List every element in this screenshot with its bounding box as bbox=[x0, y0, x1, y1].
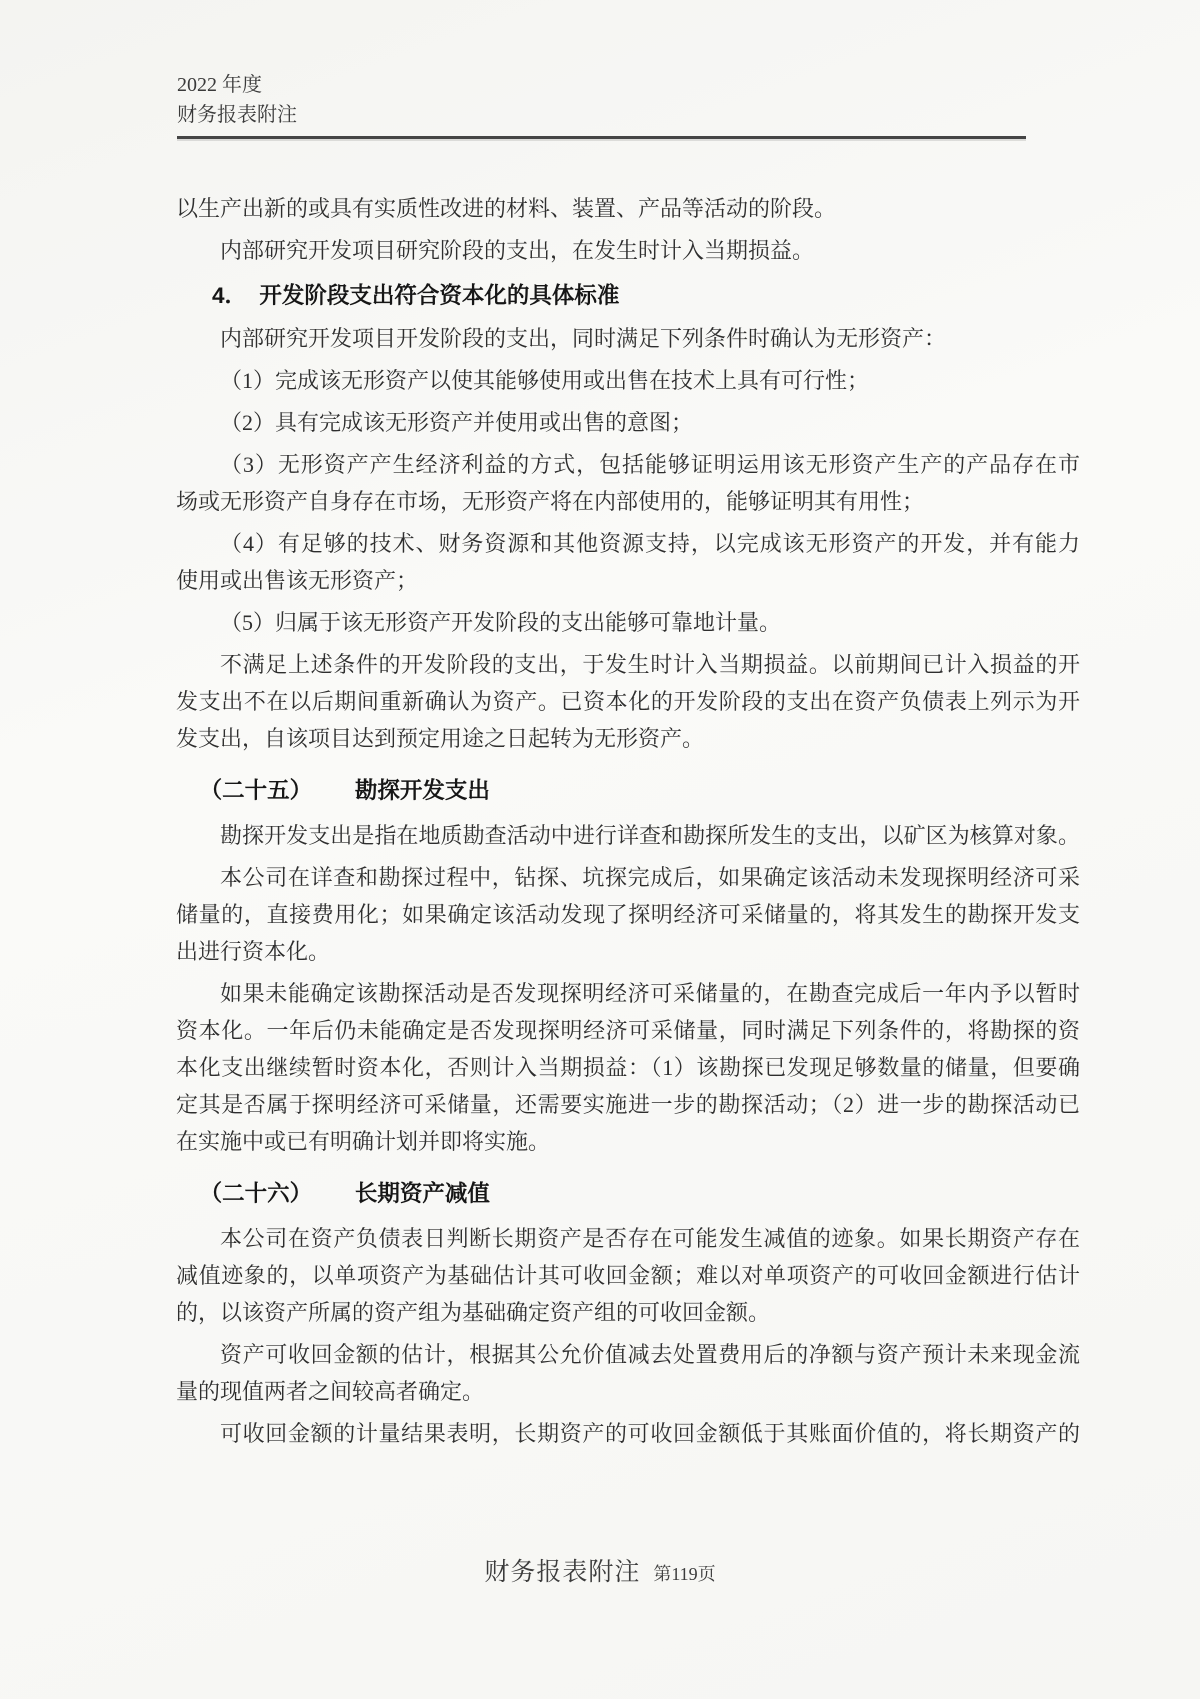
text-line: 减值迹象的，以单项资产为基础估计其可收回金额；难以对单项资产的可收回金额进行估计 bbox=[176, 1263, 1080, 1288]
section-title: 长期资产减值 bbox=[354, 1181, 490, 1206]
text-line: 可收回金额的计量结果表明，长期资产的可收回金额低于其账面价值的，将长期资产的 bbox=[220, 1421, 1080, 1446]
paragraph-unqualified-expense bbox=[176, 646, 1080, 757]
condition-4 bbox=[176, 525, 1080, 599]
heading-number: 4． bbox=[212, 283, 248, 308]
text-line: 以生产出新的或具有实质性改进的材料、装置、产品等活动的阶段。 bbox=[176, 196, 837, 221]
text-line: 本公司在资产负债表日判断长期资产是否存在可能发生减值的迹象。如果长期资产存在 bbox=[220, 1226, 1080, 1251]
heading-title: 开发阶段支出符合资本化的具体标准 bbox=[259, 283, 620, 308]
text-line: 场或无形资产自身存在市场，无形资产将在内部使用的，能够证明其有用性； bbox=[176, 489, 925, 514]
text-line: （5）归属于该无形资产开发阶段的支出能够可靠地计量。 bbox=[220, 610, 782, 635]
condition-3 bbox=[176, 446, 1080, 520]
paragraph-temporary-capitalization bbox=[176, 975, 1080, 1160]
text-line: 储量的，直接费用化；如果确定该活动发现了探明经济可采储量的，将其发生的勘探开发支 bbox=[176, 902, 1080, 927]
paragraph-exploration-treatment bbox=[176, 859, 1080, 970]
text-line: （1）完成该无形资产以使其能够使用或出售在技术上具有可行性； bbox=[220, 368, 870, 393]
text-line: 本化支出继续暂时资本化，否则计入当期损益：（1）该勘探已发现足够数量的储量，但要确 bbox=[176, 1055, 1080, 1080]
section-number: （二十六） bbox=[199, 1181, 313, 1206]
text-line: 在实施中或已有明确计划并即将实施。 bbox=[176, 1129, 551, 1154]
section-heading-long-term-asset-impairment bbox=[176, 1175, 1080, 1212]
text-line: 发支出，自该项目达到预定用途之日起转为无形资产。 bbox=[176, 726, 705, 751]
text-line: 资本化。一年后仍未能确定是否发现探明经济可采储量，同时满足下列条件的，将勘探的资 bbox=[176, 1018, 1080, 1043]
paragraph-exploration-definition bbox=[176, 817, 1080, 854]
heading-capitalization-criteria bbox=[176, 277, 1080, 314]
text-line: 勘探开发支出是指在地质勘查活动中进行详查和勘探所发生的支出，以矿区为核算对象。 bbox=[220, 823, 1080, 848]
page-header bbox=[177, 70, 297, 130]
text-line: 内部研究开发项目研究阶段的支出，在发生时计入当期损益。 bbox=[220, 238, 815, 263]
text-line: 如果未能确定该勘探活动是否发现探明经济可采储量的，在勘查完成后一年内予以暂时 bbox=[220, 981, 1080, 1006]
header-doc-title: 财务报表附注 bbox=[177, 104, 297, 126]
paragraph-impairment-judgement bbox=[176, 1220, 1080, 1331]
header-rule bbox=[177, 136, 1026, 139]
paragraph-recoverable-amount-result bbox=[176, 1415, 1080, 1452]
text-line: 使用或出售该无形资产； bbox=[176, 568, 419, 593]
condition-1 bbox=[176, 362, 1080, 399]
condition-5 bbox=[176, 604, 1080, 641]
text-line: （2）具有完成该无形资产并使用或出售的意图； bbox=[220, 410, 694, 435]
text-line: 发支出不在以后期间重新确认为资产。已资本化的开发阶段的支出在资产负债表上列示为开 bbox=[176, 689, 1080, 714]
section-heading-exploration-expenditure bbox=[176, 772, 1080, 809]
footer-doc-title: 财务报表附注 bbox=[484, 1559, 641, 1586]
text-line: （4）有足够的技术、财务资源和其他资源支持，以完成该无形资产的开发，并有能力 bbox=[220, 531, 1080, 556]
text-line: 量的现值两者之间较高者确定。 bbox=[176, 1379, 485, 1404]
text-line: 本公司在详查和勘探过程中，钻探、坑探完成后，如果确定该活动未发现探明经济可采 bbox=[220, 865, 1080, 890]
text-line: 的，以该资产所属的资产组为基础确定资产组的可收回金额。 bbox=[176, 1300, 771, 1325]
document-body bbox=[176, 190, 1080, 1457]
condition-2 bbox=[176, 404, 1080, 441]
page-footer bbox=[0, 1552, 1200, 1588]
text-line: （3）无形资产产生经济利益的方式，包括能够证明运用该无形资产生产的产品存在市 bbox=[220, 452, 1080, 477]
paragraph-recoverable-amount-estimate bbox=[176, 1336, 1080, 1410]
text-line: 出进行资本化。 bbox=[176, 939, 331, 964]
footer-page-number: 第119页 bbox=[653, 1564, 716, 1584]
text-line: 内部研究开发项目开发阶段的支出，同时满足下列条件时确认为无形资产： bbox=[220, 326, 947, 351]
paragraph-production-stage bbox=[176, 190, 1080, 227]
text-line: 不满足上述条件的开发阶段的支出，于发生时计入当期损益。以前期间已计入损益的开 bbox=[220, 652, 1080, 677]
paragraph-research-stage-expense bbox=[176, 232, 1080, 269]
section-number: （二十五） bbox=[199, 778, 313, 803]
section-title: 勘探开发支出 bbox=[354, 778, 490, 803]
text-line: 定其是否属于探明经济可采储量，还需要实施进一步的勘探活动；（2）进一步的勘探活动已 bbox=[176, 1092, 1080, 1117]
paragraph-development-stage-intro bbox=[176, 320, 1080, 357]
text-line: 资产可收回金额的估计，根据其公允价值减去处置费用后的净额与资产预计未来现金流 bbox=[220, 1342, 1080, 1367]
header-year: 2022 年度 bbox=[177, 74, 262, 96]
